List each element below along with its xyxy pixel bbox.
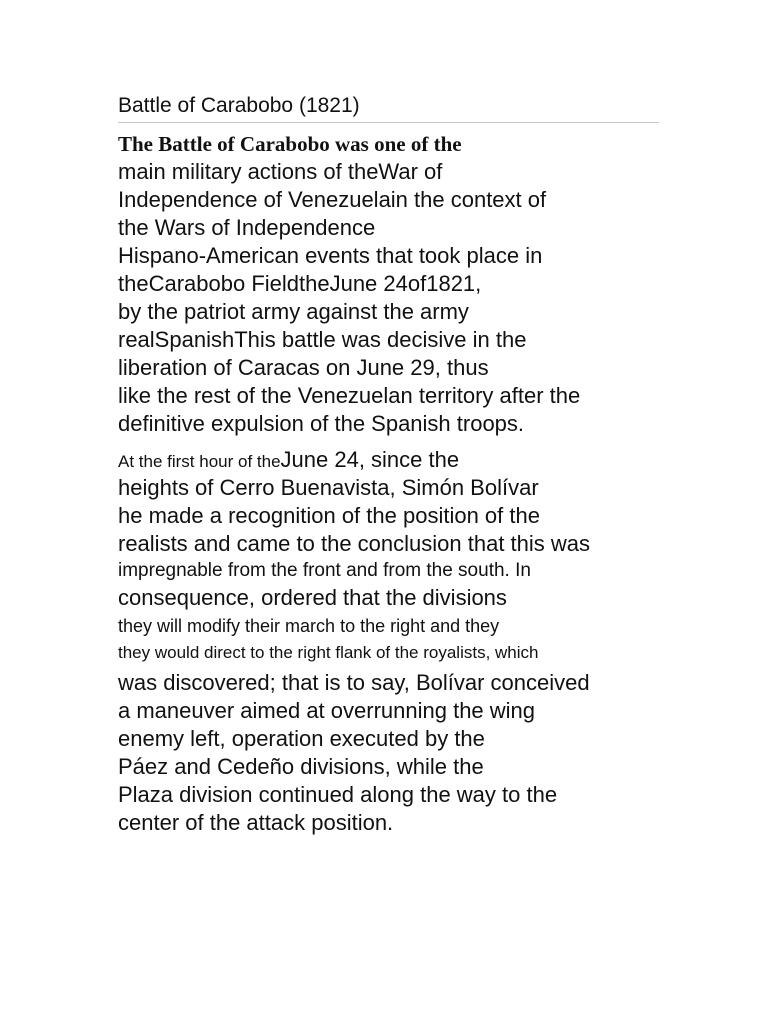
para2-line-10: a maneuver aimed at overrunning the wing [118, 698, 536, 723]
para1-line-9: like the rest of the Venezuelan territory after the [118, 383, 581, 408]
para2-line-11: enemy left, operation executed by the [118, 726, 485, 751]
para2-line-4: realists and came to the conclusion that this was [118, 531, 591, 556]
para2-line-6: consequence, ordered that the divisions [118, 585, 507, 610]
para1-line-8: liberation of Caracas on June 29, thus [118, 355, 489, 380]
para1-line-2: Independence of Venezuelain the context of [118, 187, 547, 212]
para2-line-1-rest: June 24, since the [280, 447, 460, 472]
para2-line-12: Páez and Cedeño divisions, while the [118, 754, 484, 779]
para1-line-10: definitive expulsion of the Spanish troops. [118, 411, 525, 436]
para2-line-7: they will modify their march to the right and they [118, 616, 500, 636]
para2-line-1-small: At the first hour of the [118, 452, 281, 471]
lead-sentence: The Battle of Carabobo was one of the [118, 132, 462, 156]
document-title: Battle of Carabobo (1821) [118, 94, 360, 117]
para2-line-3: he made a recognition of the position of the [118, 503, 540, 528]
para1-line-1: main military actions of theWar of [118, 159, 443, 184]
para2-line-13: Plaza division continued along the way to the [118, 782, 558, 807]
para2-line-9: was discovered; that is to say, Bolívar conceived [118, 670, 590, 695]
para2-line-14: center of the attack position. [118, 810, 394, 835]
para2-line-1 [118, 447, 459, 476]
para1-line-3: the Wars of Independence [118, 215, 376, 240]
para1-line-6: by the patriot army against the army [118, 299, 469, 324]
title-divider [118, 122, 659, 123]
para1-line-5: theCarabobo FieldtheJune 24of1821, [118, 271, 482, 296]
para1-line-4: Hispano-American events that took place in [118, 243, 543, 268]
para2-line-5: impregnable from the front and from the south. In [118, 560, 531, 581]
para2-line-2: heights of Cerro Buenavista, Simón Bolívar [118, 475, 539, 500]
para2-line-8: they would direct to the right flank of the royalists, which [118, 643, 539, 662]
para1-line-7: realSpanishThis battle was decisive in the [118, 327, 527, 352]
